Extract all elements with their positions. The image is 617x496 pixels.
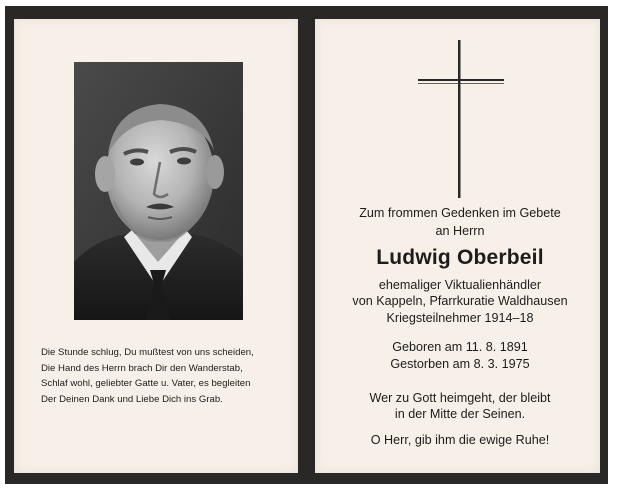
- origin-line: von Kappeln, Pfarrkuratie Waldhausen: [352, 294, 568, 308]
- intro-line-2: an Herrn: [435, 224, 485, 238]
- birth-date: Geboren am 11. 8. 1891: [392, 340, 528, 354]
- service-line: Kriegsteilnehmer 1914–18: [386, 311, 534, 325]
- intro-line-1: Zum frommen Gedenken im Gebete: [359, 206, 561, 220]
- verse-line: Der Deinen Dank und Liebe Dich ins Grab.: [41, 393, 223, 405]
- verse-line: Schlaf wohl, geliebter Gatte u. Vater, es begleiten: [41, 378, 251, 389]
- quote-line-1: Wer zu Gott heimgeht, der bleibt: [369, 391, 551, 405]
- cross-icon: [418, 40, 504, 198]
- death-date: Gestorben am 8. 3. 1975: [390, 357, 530, 371]
- verse-line: Die Stunde schlug, Du mußtest von uns scheiden,: [41, 347, 254, 358]
- occupation-line: ehemaliger Viktualienhändler: [378, 278, 542, 292]
- verse-block: [41, 345, 291, 407]
- quote-line-2: in der Mitte der Seinen.: [394, 407, 526, 421]
- deceased-name: Ludwig Oberbeil: [376, 246, 544, 269]
- portrait-photo: [74, 62, 243, 320]
- verse-line: Die Hand des Herrn brach Dir den Wanderstab,: [41, 362, 243, 374]
- prayer-line: O Herr, gib ihm die ewige Ruhe!: [370, 433, 550, 447]
